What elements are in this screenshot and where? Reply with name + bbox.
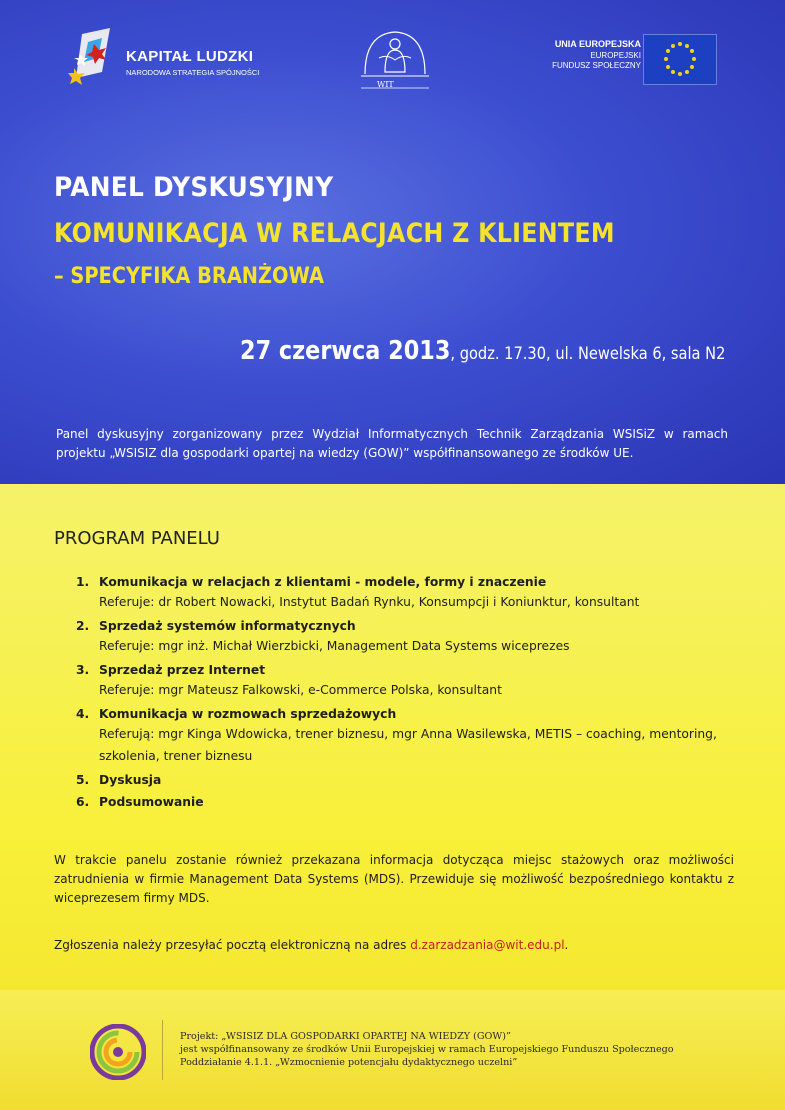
eu-title: UNIA EUROPEJSKA [554,39,641,49]
item-speaker: Referuje: mgr Mateusz Falkowski, e-Commerce Polska, konsultant [99,683,502,697]
eu-flag-icon [643,34,717,85]
item-speaker: Referują: mgr Kinga Wdowicka, trener biznesu, mgr Anna Wasilewska, METIS – coaching, mentoring, szkolenia, trener biznesu [99,727,717,763]
eu-subtitle-line2: FUNDUSZ SPOŁECZNY [552,61,641,70]
panel-title: PANEL DYSKUSYJNY [54,172,334,203]
kapital-ludzki-title: KAPITAŁ LUDZKI [126,48,254,65]
contact-email-link[interactable]: d.zarzadzania@wit.edu.pl [410,938,565,952]
item-number: 5. [76,773,90,787]
program-item-4 [76,706,736,767]
footer-divider [162,1020,163,1080]
item-title: Sprzedaż przez Internet [99,663,266,677]
contact-suffix: . [564,938,569,952]
panel-topic-subtitle: – SPECYFIKA BRANŻOWA [54,264,324,289]
event-details: , godz. 17.30, ul. Newelska 6, sala N2 [450,344,725,364]
item-number: 4. [76,707,90,721]
project-swirl-logo-icon [90,1024,146,1080]
item-title: Komunikacja w relacjach z klientami - modele, formy i znaczenie [99,575,547,589]
intro-paragraph: Panel dyskusyjny zorganizowany przez Wydział Informatycznych Technik Zarządzania WSISiZ w ramach projektu „WSISIZ dla gospodarki opartej na wiedzy (GOW)” współfinansowanego ze środków UE. [56,427,728,460]
program-item-5 [76,772,736,789]
program-list [76,574,736,816]
info-paragraph: W trakcie panelu zostanie również przekazana informacja dotycząca miejsc stażowych oraz możliwości zatrudnienia w firmie Management Data Systems (MDS). Przewiduje się możliwość bezpośredniego kontaktu z wiceprezesem firmy MDS. [54,853,734,905]
event-date: 27 czerwca 2013 [239,336,451,366]
contact-line [54,938,734,952]
item-speaker: Referuje: dr Robert Nowacki, Instytut Badań Rynku, Konsumpcji i Koniunktur, konsultant [99,595,640,609]
item-number: 1. [76,575,90,589]
footer-line-2: jest współfinansowany ze środków Unii Europejskiej w ramach Europejskiego Funduszu Społecznego [180,1044,674,1055]
wit-label: WIT [377,80,394,89]
eu-logo [536,34,721,86]
program-heading: PROGRAM PANELU [54,528,220,549]
item-title: Dyskusja [99,773,162,787]
item-speaker: Referuje: mgr inż. Michał Wierzbicki, Management Data Systems wiceprezes [99,639,570,653]
event-datetime [240,336,725,366]
program-item-1 [76,574,736,613]
item-title: Sprzedaż systemów informatycznych [99,619,356,633]
panel-topic: KOMUNIKACJA W RELACJACH Z KLIENTEM [54,218,615,249]
eu-subtitle-line1: EUROPEJSKI [590,51,641,60]
footer-line-1: Projekt: „WSISIZ DLA GOSPODARKI OPARTEJ NA WIEDZY (GOW)” [180,1031,511,1042]
footer-project-info [180,1030,674,1069]
item-number: 3. [76,663,90,677]
footer-line-3: Poddziałanie 4.1.1. „Wzmocnienie potencjału dydaktycznego uczelni” [180,1057,518,1068]
contact-text: Zgłoszenia należy przesyłać pocztą elektroniczną na adres [54,938,411,952]
kapital-ludzki-subtitle: NARODOWA STRATEGIA SPÓJNOŚCI [126,68,260,77]
wit-logo [355,28,435,96]
program-item-6 [76,794,736,811]
wit-emblem-icon [355,28,435,96]
item-title: Komunikacja w rozmowach sprzedażowych [99,707,397,721]
item-title: Podsumowanie [99,795,204,809]
kapital-ludzki-emblem-icon [68,28,124,98]
item-number: 2. [76,619,90,633]
program-item-3 [76,662,736,701]
program-item-2 [76,618,736,657]
item-number: 6. [76,795,90,809]
kapital-ludzki-logo [68,28,288,98]
